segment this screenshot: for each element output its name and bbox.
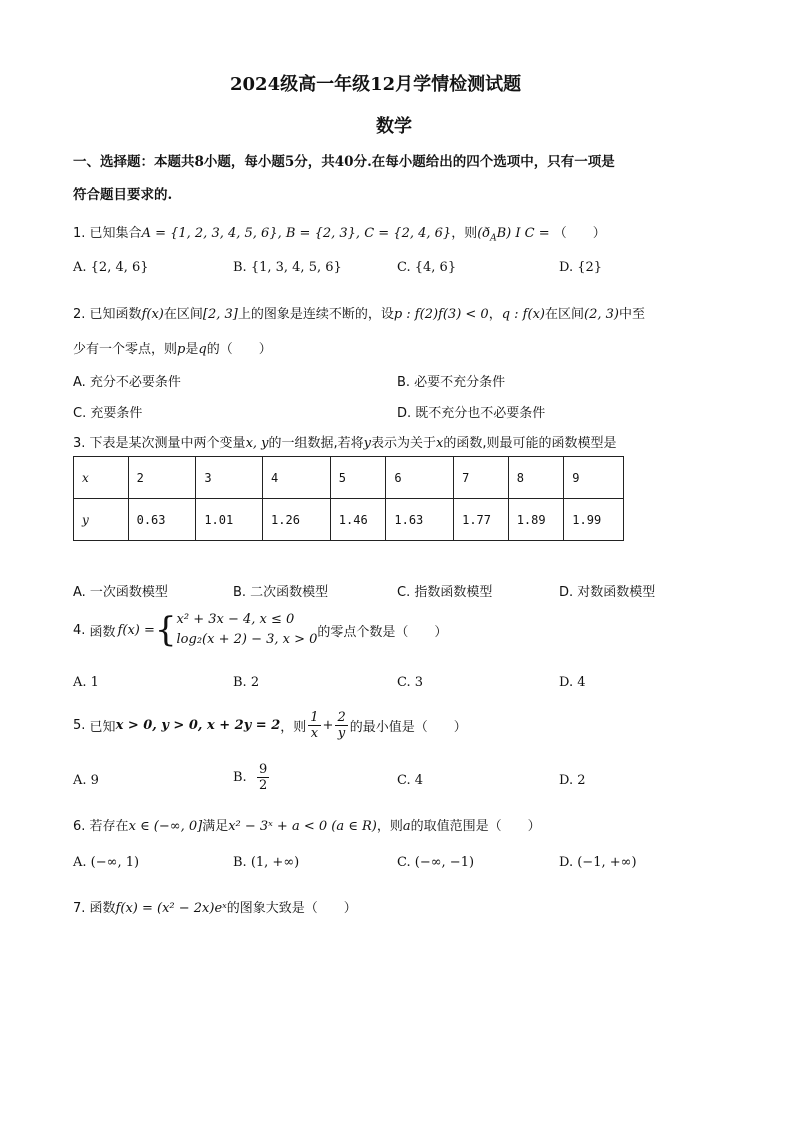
q6-option-a[interactable]: A. (−∞, 1) [73,855,140,870]
q2-option-a[interactable]: A. 充分不必要条件 [73,375,181,390]
question-text: 函数 [89,901,116,916]
q5-option-a[interactable]: A. 9 [73,773,99,788]
table-cell: x [74,457,129,499]
question-2-line2 [73,338,272,357]
question-text: 少有一个零点，则 [73,342,178,357]
question-text: 的函数,则最可能的函数模型是 [443,436,617,451]
q1-option-a[interactable]: A. {2, 4, 6} [73,260,149,275]
table-cell: 1.63 [386,499,454,541]
math-expression: f(x) = (x² − 2x)eˣ [115,901,227,916]
math-expression: q : f(x) [501,307,545,322]
denominator: x [310,726,319,741]
fraction [335,710,347,741]
data-table [73,456,624,541]
math-expression: f(x) [141,307,164,322]
question-text: 下表是某次测量中两个变量 [89,436,246,451]
table-row [74,499,624,541]
table-cell: 3 [196,457,263,499]
question-text: 的零点个数是（ ） [317,624,448,640]
math-expression: B) I C = [496,226,550,241]
question-text: 在区间 [163,307,203,322]
question-text: 函数 [89,624,116,640]
question-text: 上的图象是连续不断的，设 [237,307,394,322]
math-expression: q [198,342,207,357]
question-text: 的一组数据,若将 [268,436,364,451]
q3-option-b[interactable]: B. 二次函数模型 [233,585,329,600]
q2-option-c[interactable]: C. 充要条件 [73,406,143,421]
table-cell: 6 [386,457,454,499]
math-expression: p [177,342,186,357]
question-6 [73,815,541,834]
numerator: 9 [258,762,268,777]
q4-option-d[interactable]: D. 4 [559,675,586,690]
q6-option-b[interactable]: B. (1, +∞) [233,855,300,870]
table-cell: 5 [330,457,386,499]
table-cell: 1.01 [196,499,263,541]
math-expression: x² − 3ˣ + a < 0 (a ∈ R) [228,819,377,834]
table-cell: 9 [564,457,624,499]
math-expression: x > 0, y > 0, x + 2y = 2 [115,718,281,733]
question-text: 满足 [202,819,229,834]
section-heading-line1: 一、选择题：本题共8小题，每小题5分，共40分.在每小题给出的四个选项中，只有一项是 [73,154,615,170]
math-expression: (2, 3) [584,307,619,322]
fraction [257,762,269,793]
question-text: ， [488,307,502,322]
table-cell: 1.77 [454,499,509,541]
case-1: x² + 3x − 4, x ≤ 0 [176,612,295,627]
question-number: 2. [73,307,86,322]
math-expression: (ð [477,226,491,241]
math-expression: x, y [245,436,269,451]
question-text: 在区间 [544,307,584,322]
q1-option-c[interactable]: C. {4, 6} [397,260,457,275]
q6-option-d[interactable]: D. (−1, +∞) [559,855,637,870]
q2-option-d[interactable]: D. 既不充分也不必要条件 [397,406,546,421]
question-text: ，则 [280,720,307,735]
subject-title: 数学 [376,116,412,137]
q4-option-b[interactable]: B. 2 [233,675,260,690]
question-text: 的（ ） [206,342,272,357]
table-cell: 7 [454,457,509,499]
question-text: 的图象大致是（ ） [226,901,357,916]
question-text: 已知函数 [89,307,142,322]
fraction [308,710,320,741]
answer-paren: （ ） [553,226,606,241]
table-cell: y [74,499,129,541]
math-expression: p : f(2)f(3) < 0 [393,307,489,322]
denominator: y [337,726,346,741]
math-expression: f(x) = [117,622,155,638]
plus-sign: + [322,718,334,733]
q4-option-a[interactable]: A. 1 [73,675,99,690]
math-expression: A = {1, 2, 3, 4, 5, 6}, B = {2, 3}, C = {2, 4, 6} [141,226,452,241]
math-expression: x [436,436,444,451]
math-expression: x ∈ (−∞, 0] [128,819,203,834]
q5-option-c[interactable]: C. 4 [397,773,424,788]
q1-option-b[interactable]: B. {1, 3, 4, 5, 6} [233,260,342,275]
q1-option-d[interactable]: D. {2} [559,260,603,275]
math-subscript: A [490,233,497,244]
question-7 [73,897,357,916]
question-text: 若存在 [89,819,129,834]
question-text: 的取值范围是（ ） [410,819,541,834]
table-cell: 2 [128,457,196,499]
question-4 [73,610,447,650]
table-cell: 4 [263,457,331,499]
math-expression: [2, 3] [202,307,238,322]
question-text: 是 [185,342,199,357]
question-text: 已知 [89,720,116,735]
q3-option-c[interactable]: C. 指数函数模型 [397,585,493,600]
piecewise-brace: { [154,610,177,650]
question-text: ，则 [451,226,478,241]
table-cell: 1.26 [263,499,331,541]
q3-option-a[interactable]: A. 一次函数模型 [73,585,168,600]
question-number: 3. [73,436,86,451]
question-text: 已知集合 [89,226,142,241]
q5-option-b[interactable] [233,762,271,793]
question-number: 6. [73,819,86,834]
table-row [74,457,624,499]
piecewise-cases [177,610,318,650]
q3-option-d[interactable]: D. 对数函数模型 [559,585,656,600]
question-text: 中至 [618,307,645,322]
option-label: B. [233,770,247,785]
question-number: 5. [73,718,86,733]
exam-title: 2024级高一年级12月学情检测试题 [230,74,522,95]
question-number: 4. [73,622,86,638]
denominator: 2 [258,778,268,793]
section-heading-line2: 符合题目要求的. [73,187,173,203]
question-number: 1. [73,226,86,241]
table-cell: 0.63 [128,499,196,541]
question-3 [73,432,617,451]
table-cell: 1.46 [330,499,386,541]
question-2-line1 [73,303,645,322]
math-expression: a [402,819,411,834]
table-cell: 1.99 [564,499,624,541]
case-2: log₂(x + 2) − 3, x > 0 [176,632,318,647]
question-text: 表示为关于 [371,436,437,451]
table-cell: 8 [508,457,564,499]
table-cell: 1.89 [508,499,564,541]
numerator: 2 [337,710,346,725]
numerator: 1 [310,710,319,725]
question-1 [73,222,606,244]
question-number: 7. [73,901,86,916]
question-text: 的最小值是（ ） [349,720,467,735]
q6-option-c[interactable]: C. (−∞, −1) [397,855,475,870]
question-text: ，则 [376,819,403,834]
q4-option-c[interactable]: C. 3 [397,675,424,690]
question-5 [73,710,467,741]
q2-option-b[interactable]: B. 必要不充分条件 [397,375,506,390]
math-expression: y [363,436,372,451]
q5-option-d[interactable]: D. 2 [559,773,586,788]
